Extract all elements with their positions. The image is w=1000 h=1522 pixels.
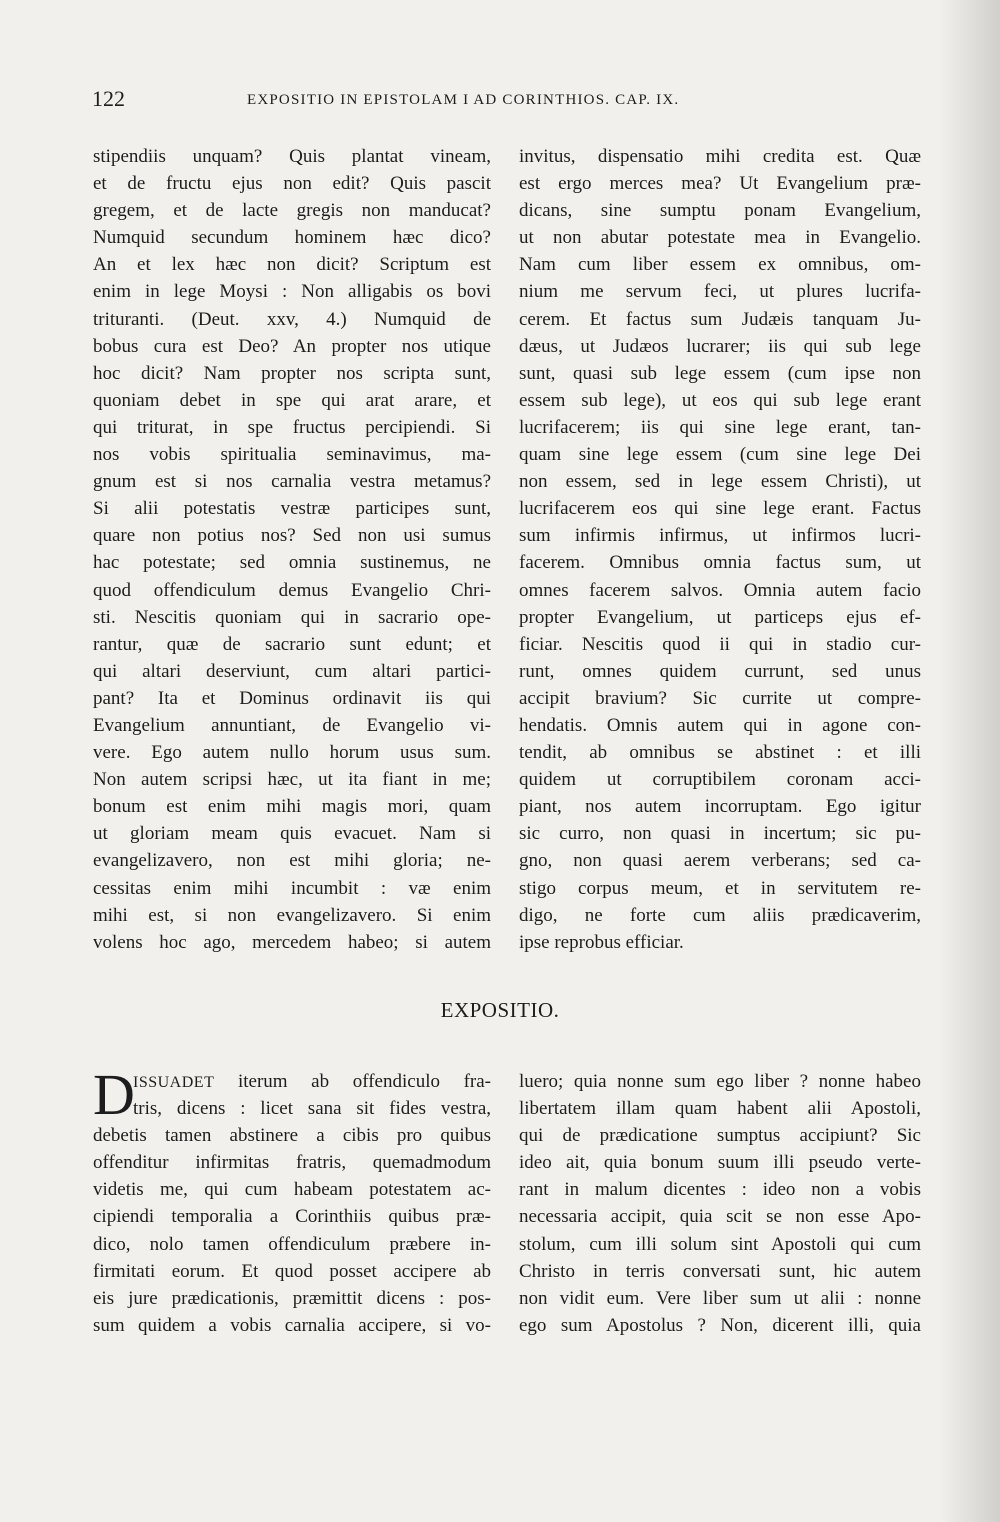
text-line: videtis me, qui cum habeam potestatem ac- <box>93 1179 491 1201</box>
text-line: quidem ut corruptibilem coronam acci- <box>519 769 921 791</box>
text-line: hendatis. Omnis autem qui in agone con- <box>519 714 921 736</box>
text-line: ego sum Apostolus ? Non, dicerent illi, quia <box>519 1314 921 1336</box>
text-line: omnes facerem salvos. Omnia autem facio <box>519 579 921 601</box>
text-line: Numquid secundum hominem hæc dico? <box>93 227 491 249</box>
page-number: 122 <box>92 86 125 111</box>
text-line: Nam cum liber essem ex omnibus, om- <box>519 254 921 276</box>
text-line: est ergo merces mea? Ut Evangelium præ- <box>519 173 921 195</box>
text-line: digo, ne forte cum aliis prædicaverim, <box>519 904 921 926</box>
right-column-top <box>519 143 921 956</box>
text-line: offenditur infirmitas fratris, quemadmodum <box>93 1152 491 1174</box>
text-line <box>93 1068 491 1095</box>
text-line: trituranti. (Deut. xxv, 4.) Numquid de <box>93 308 491 330</box>
text-line: rant in malum dicentes : ideo non a vobis <box>519 1179 921 1201</box>
text-line: firmitati eorum. Et quod posset accipere ab <box>93 1260 491 1282</box>
first-line-rest: iterum ab offendiculo fra- <box>237 1071 491 1092</box>
text-line: cerem. Et factus sum Judæis tanquam Ju- <box>519 308 921 330</box>
text-line: qui altari deserviunt, cum altari partici- <box>93 660 491 682</box>
text-line: piant, nos autem incorruptam. Ego igitur <box>519 796 921 818</box>
text-line: hoc dicit? Nam propter nos scripta sunt, <box>93 362 491 384</box>
text-line: tendit, ab omnibus se abstinet : et illi <box>519 742 921 764</box>
text-line: dico, nolo tamen offendiculum præbere in- <box>93 1233 491 1255</box>
text-line: quoniam debet in spe qui arat arare, et <box>93 389 491 411</box>
text-line: stigo corpus meum, et in servitutem re- <box>519 877 921 899</box>
text-line: stolum, cum illi solum sint Apostoli qui cum <box>519 1233 921 1255</box>
text-line: cipiendi temporalia a Corinthiis quibus præ- <box>93 1206 491 1228</box>
text-line: sum infirmis infirmus, ut infirmos lucri- <box>519 525 921 547</box>
text-line: Evangelium annuntiant, de Evangelio vi- <box>93 714 491 736</box>
text-line: essem sub lege), ut eos qui sub lege erant <box>519 389 921 411</box>
text-line: libertatem illam quam habent alii Apostoli, <box>519 1098 921 1120</box>
text-line: qui triturat, in spe fructus percipiendi. Si <box>93 416 491 438</box>
text-line: propter Evangelium, ut particeps ejus ef- <box>519 606 921 628</box>
text-line: mihi est, si non evangelizavero. Si enim <box>93 904 491 926</box>
text-line: lucrifacerem eos qui sine lege erant. Factus <box>519 498 921 520</box>
text-line: evangelizavero, non est mihi gloria; ne- <box>93 850 491 872</box>
text-line: ut gloriam meam quis evacuet. Nam si <box>93 823 491 845</box>
text-line: sti. Nescitis quoniam qui in sacrario ope- <box>93 606 491 628</box>
drop-cap-paragraph-start <box>93 1062 491 1127</box>
text-line: An et lex hæc non dicit? Scriptum est <box>93 254 491 276</box>
text-line: gnum est si nos carnalia vestra metamus? <box>93 471 491 493</box>
text-line: sic curro, non quasi in incertum; sic pu- <box>519 823 921 845</box>
page-edge-shadow <box>940 0 1000 1522</box>
drop-cap: D <box>93 1062 135 1127</box>
left-column-top <box>93 143 491 956</box>
text-line: luero; quia nonne sum ego liber ? nonne habeo <box>519 1071 921 1092</box>
text-line: rantur, quæ de sacrario sunt edunt; et <box>93 633 491 655</box>
text-line: gno, non quasi aerem verberans; sed ca- <box>519 850 921 872</box>
text-line: ideo ait, quia bonum suum illi pseudo verte- <box>519 1152 921 1174</box>
text-line: hac potestate; sed omnia sustinemus, ne <box>93 552 491 574</box>
text-line: dæus, ut Judæos lucrarer; iis qui sub lege <box>519 335 921 357</box>
text-line: nium me servum feci, ut plures lucrifa- <box>519 281 921 303</box>
text-line: stipendiis unquam? Quis plantat vineam, <box>93 146 491 167</box>
text-line: non essem, sed in lege essem Christi), ut <box>519 471 921 493</box>
text-line: qui de prædicatione sumptus accipiunt? Sic <box>519 1125 921 1147</box>
text-line: debetis tamen abstinere a cibis pro quibus <box>93 1125 491 1147</box>
text-line: necessaria accipit, quia scit se non esse Apo- <box>519 1206 921 1228</box>
text-line: gregem, et de lacte gregis non manducat? <box>93 200 491 222</box>
text-line: Si alii potestatis vestræ participes sunt, <box>93 498 491 520</box>
text-line: ut non abutar potestate mea in Evangelio. <box>519 227 921 249</box>
text-line: lucrifacerem; iis qui sine lege erant, tan- <box>519 416 921 438</box>
text-line: nos vobis spiritualia seminavimus, ma- <box>93 444 491 466</box>
text-line: cessitas enim mihi incumbit : væ enim <box>93 877 491 899</box>
text-line: tris, dicens : licet sana sit fides vestra, <box>133 1098 491 1120</box>
text-line: Christo in terris conversati sunt, hic autem <box>519 1260 921 1282</box>
left-column-bottom <box>93 1062 491 1339</box>
first-word: ISSUADET <box>133 1074 215 1091</box>
text-line: pant? Ita et Dominus ordinavit iis qui <box>93 687 491 709</box>
text-line: bonum est enim mihi magis mori, quam <box>93 796 491 818</box>
text-line: accipit bravium? Sic currite ut compre- <box>519 687 921 709</box>
text-line: non vidit eum. Vere liber sum ut alii : nonne <box>519 1287 921 1309</box>
text-line: bobus cura est Deo? An propter nos utique <box>93 335 491 357</box>
running-head: EXPOSITIO IN EPISTOLAM I AD CORINTHIOS. CAP. IX. <box>247 92 680 108</box>
text-line: Non autem scripsi hæc, ut ita fiant in me; <box>93 769 491 791</box>
text-line: sunt, quasi sub lege essem (cum ipse non <box>519 362 921 384</box>
section-title: EXPOSITIO. <box>440 998 560 1022</box>
text-line: facerem. Omnibus omnia factus sum, ut <box>519 552 921 574</box>
right-column-bottom <box>519 1068 921 1339</box>
text-line: dicans, sine sumptu ponam Evangelium, <box>519 200 921 222</box>
text-line: sum quidem a vobis carnalia accipere, si vo- <box>93 1314 491 1336</box>
text-line: enim in lege Moysi : Non alligabis os bovi <box>93 281 491 303</box>
text-line: runt, omnes quidem currunt, sed unus <box>519 660 921 682</box>
text-line: et de fructu ejus non edit? Quis pascit <box>93 173 491 195</box>
text-line: quare non potius nos? Sed non usi sumus <box>93 525 491 547</box>
text-line: quod offendiculum demus Evangelio Chri- <box>93 579 491 601</box>
text-line: invitus, dispensatio mihi credita est. Quæ <box>519 146 921 167</box>
text-line: ipse reprobus efficiar. <box>519 931 684 953</box>
text-line: eis jure prædicationis, præmittit dicens : pos- <box>93 1287 491 1309</box>
text-line: quam sine lege essem (cum sine lege Dei <box>519 444 921 466</box>
page-header <box>92 86 772 116</box>
text-line: volens hoc ago, mercedem habeo; si autem <box>93 931 491 953</box>
text-line: vere. Ego autem nullo horum usus sum. <box>93 742 491 764</box>
text-line: ficiar. Nescitis quod ii qui in stadio cur- <box>519 633 921 655</box>
